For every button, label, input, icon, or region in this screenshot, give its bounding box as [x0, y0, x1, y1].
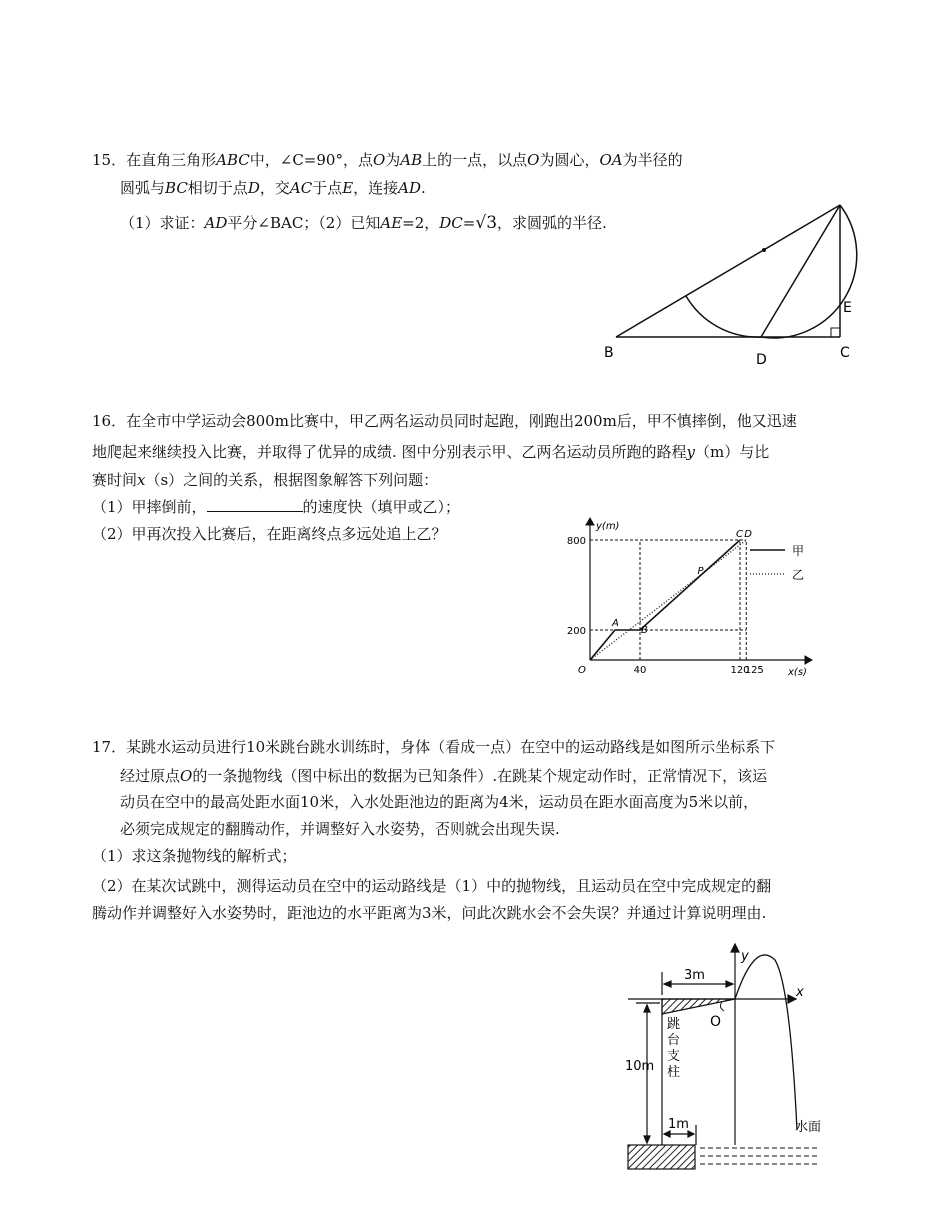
support-char-1: 跳	[667, 1017, 681, 1032]
point-label-a: A	[612, 618, 619, 629]
q16-part2: （2）甲再次投入比赛后，在距离终点多远处追上乙？	[92, 525, 447, 543]
origin-label: O	[578, 665, 586, 676]
label-b: B	[604, 345, 614, 361]
point-label-c: C	[736, 529, 743, 540]
q17-line4: 必须完成规定的翻腾动作，并调整好入水姿势，否则就会出现失误.	[120, 820, 560, 838]
parabola-path	[735, 955, 797, 1130]
q17-line2: 经过原点O的一条抛物线（图中标出的数据为已知条件）.在跳某个规定动作时，正常情况下，该运	[120, 767, 768, 785]
legend-label-yi: 乙	[792, 568, 805, 582]
support-char-2: 台	[667, 1033, 681, 1048]
q16-line1: 16．在全市中学运动会800m比赛中，甲乙两名运动员同时起跑，刚跑出200m后，甲不慎摔倒，他又迅速	[92, 412, 797, 430]
point-label-b: B	[641, 625, 648, 636]
support-char-4: 柱	[667, 1065, 681, 1080]
dim-3m-arrowhead-l	[664, 981, 671, 987]
y-axis-label: y(m)	[596, 521, 620, 532]
x-axis-arrow	[788, 995, 796, 1003]
tick-label-200: 200	[566, 626, 586, 637]
label-d: D	[756, 352, 767, 368]
x-axis-label: x(s)	[788, 667, 807, 678]
label-c: C	[840, 345, 850, 361]
y-axis-arrow	[731, 944, 739, 952]
q16-part1: （1）甲摔倒前， 的速度快（填甲或乙）；	[92, 498, 461, 516]
dim-10m-arrowhead-t	[644, 1005, 650, 1012]
water-label: 水面	[795, 1120, 822, 1135]
q17-part2b: 腾动作并调整好入水姿势时，距池边的水平距离为3米，问此次跳水会不会失误？并通过计算说明理由.	[92, 904, 767, 922]
point-label-p: P	[697, 565, 704, 577]
dim-3m-label: 3m	[684, 968, 705, 983]
point-label-d: D	[744, 529, 752, 540]
axis-label-y: y	[741, 949, 749, 964]
axis-label-x: x	[796, 985, 804, 1000]
tick-label-120: 120	[730, 665, 750, 676]
dim-10m-label: 10m	[625, 1059, 655, 1074]
tick-label-800: 800	[566, 536, 586, 547]
q17-line1: 17．某跳水运动员进行10米跳台跳水训练时，身体（看成一点）在空中的运动路线是如图所示坐标系下	[92, 738, 776, 756]
q15-line3: （1）求证：AD平分∠BAC；（2）已知AE=2，DC=√3，求圆弧的半径.	[120, 213, 607, 233]
q15-line2: 圆弧与BC相切于点D，交AC于点E，连接AD.	[120, 179, 426, 197]
q16-line2: 地爬起来继续投入比赛，并取得了优异的成绩. 图中分别表示甲、乙两名运动员所跑的路程y（m）与比	[92, 443, 770, 461]
dim-1m-label: 1m	[668, 1117, 689, 1132]
q17-part1: （1）求这条抛物线的解析式；	[92, 847, 297, 865]
dim-3m-arrowhead-r	[726, 981, 733, 987]
platform-board	[662, 999, 735, 1014]
label-e: E	[843, 300, 852, 316]
q16-line3: 赛时间x（s）之间的关系，根据图象解答下列问题：	[92, 471, 439, 489]
dim-10m-arrowhead-b	[644, 1136, 650, 1143]
q17-line3: 动员在空中的最高处距水面10米，入水处距池边的距离为4米，运动员在距水面高度为5米以前，	[120, 793, 759, 811]
tick-label-125: 125	[744, 665, 764, 676]
tick-label-40: 40	[633, 665, 647, 676]
q17-part2a: （2）在某次试跳中，测得运动员在空中的运动路线是（1）中的抛物线，且运动员在空中完成规定的翻	[92, 877, 772, 895]
small-mark	[720, 1002, 724, 1011]
support-char-3: 支	[667, 1049, 681, 1064]
legend-label-jia: 甲	[792, 544, 805, 558]
origin-label: O	[710, 1014, 722, 1030]
pool-edge-block	[628, 1145, 695, 1169]
q15-line1: 15．在直角三角形ABC中，∠C=90°，点O为AB上的一点，以点O为圆心，OA为半径的	[92, 151, 683, 169]
